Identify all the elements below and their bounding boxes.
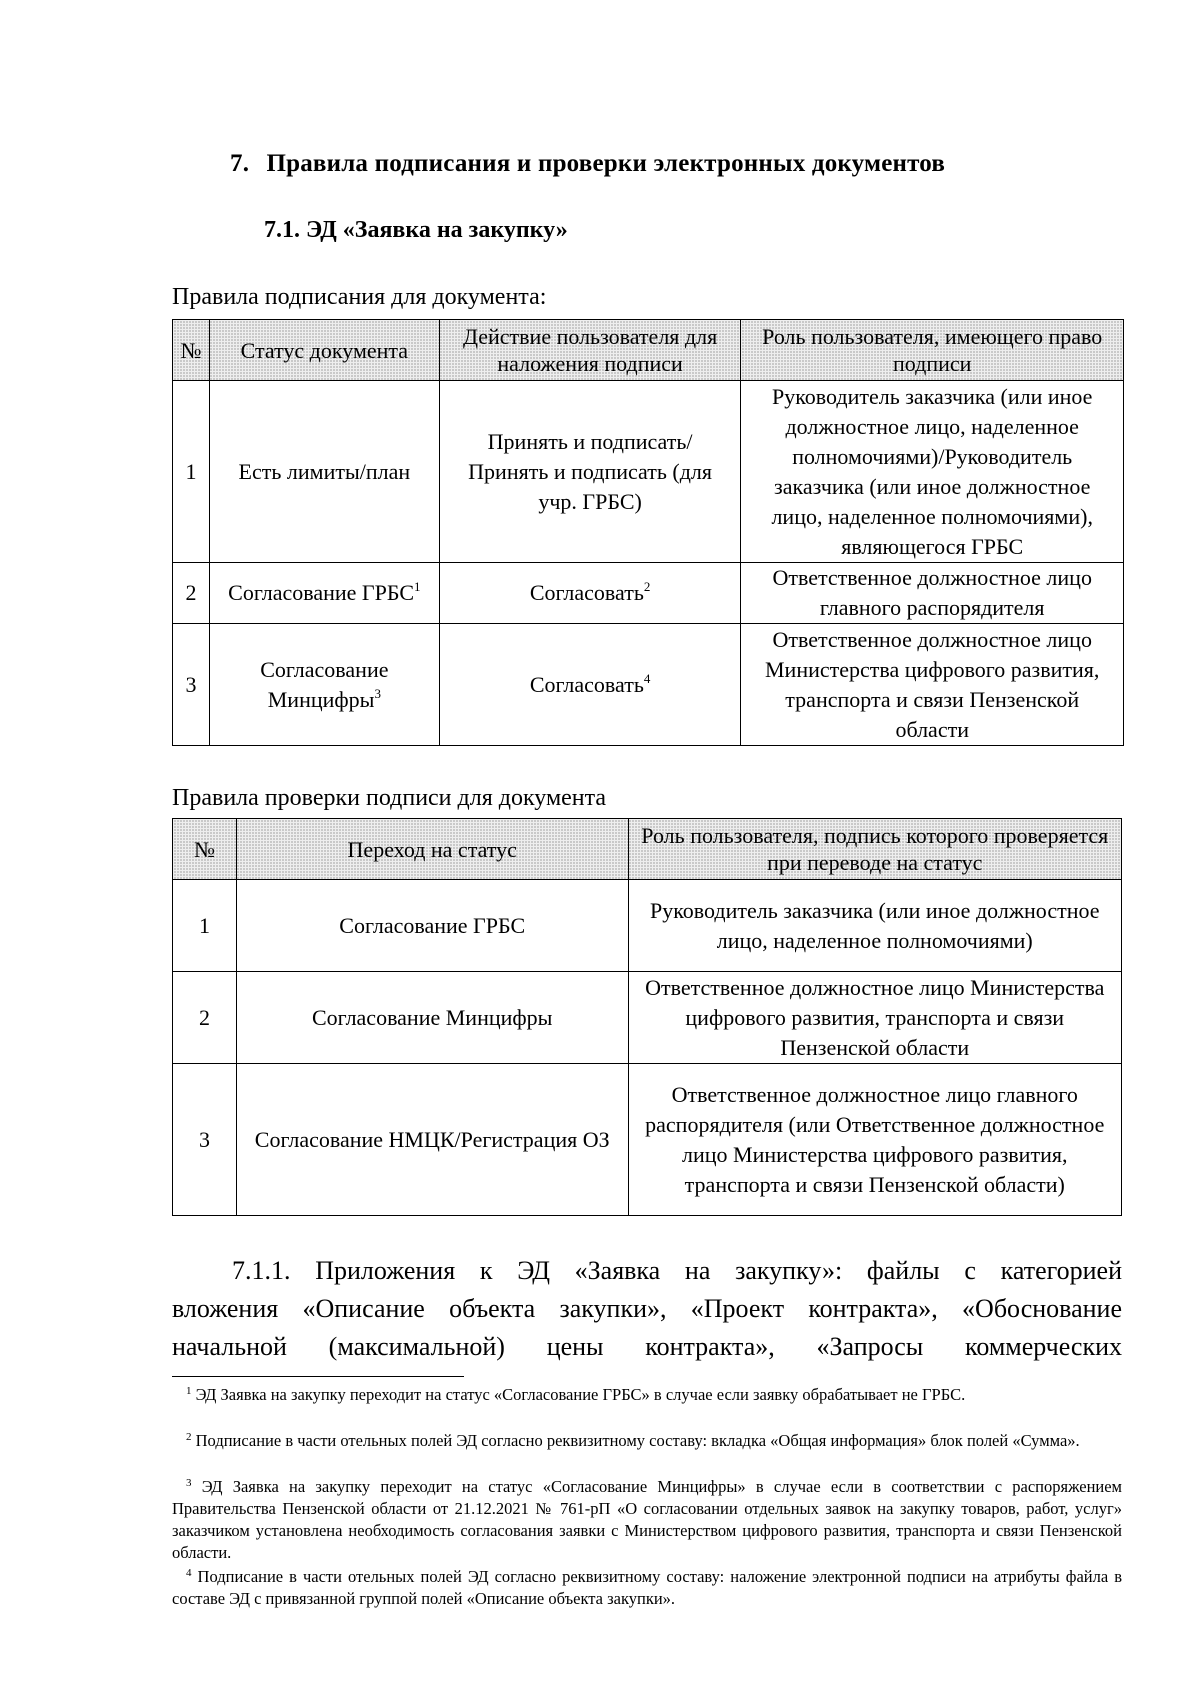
footnote-ref: 3 — [374, 685, 381, 701]
row-number: 2 — [173, 972, 237, 1064]
row-action: Принять и подписать/Принять и подписать (для учр. ГРБС) — [439, 381, 741, 563]
paragraph-line: начальной (максимальной) цены контракта», «Запросы коммерческих — [172, 1332, 1122, 1361]
section-heading — [230, 150, 945, 178]
footnote-separator — [172, 1376, 464, 1377]
footnote-ref: 2 — [643, 579, 651, 594]
footnote-1 — [172, 1384, 1122, 1406]
footnote-text: Подписание в части отельных полей ЭД согласно реквизитному составу: вкладка «Общая информация» блок полей «Сумма». — [195, 1431, 1080, 1450]
row-number: 3 — [173, 624, 210, 746]
row-role: Руководитель заказчика (или иное должностное лицо, наделенное полномочиями) — [628, 880, 1121, 972]
footnote-text: ЭД Заявка на закупку переходит на статус «Согласование Минцифры» в случае если в соответствии с распоряжением Правительства Пензенской области от 21.12.2021 № 761-рП «О согласовании отдельных заявок на закупку товаров, работ, услуг» заказчиком установлена необходимость согласования заявки с Министерством цифрового развития, транспорта и связи Пензенской области. — [172, 1477, 1122, 1562]
row-status: Согласование ГРБС — [236, 880, 628, 972]
subsection-heading: 7.1. ЭД «Заявка на закупку» — [264, 217, 568, 243]
attachments-paragraph — [172, 1252, 1122, 1366]
table-row — [173, 624, 1124, 746]
signature-check-table — [172, 818, 1122, 1216]
footnote-text: ЭД Заявка на закупку переходит на статус «Согласование ГРБС» в случае если заявку обрабатывает не ГРБС. — [195, 1385, 966, 1404]
footnote-text: Подписание в части отельных полей ЭД согласно реквизитному составу: наложение электронной подписи на атрибуты файла в составе ЭД с привязанной группой полей «Описание объекта закупки». — [172, 1567, 1123, 1608]
row-action: Согласовать$^2$ — [439, 563, 741, 624]
table-row — [173, 1064, 1122, 1216]
paragraph-line: вложения «Описание объекта закупки», «Проект контракта», «Обоснование — [172, 1294, 1122, 1323]
row-number: 3 — [173, 1064, 237, 1216]
column-header-role: Роль пользователя, имеющего право подписи — [741, 320, 1124, 381]
footnote-mark: 2 — [186, 1431, 192, 1443]
signing-rules-caption: Правила подписания для документа: — [172, 284, 547, 310]
footnote-mark: 3 — [186, 1477, 192, 1489]
column-header-status: Статус документа — [209, 320, 439, 381]
footnote-3 — [172, 1476, 1122, 1564]
table-row — [173, 563, 1124, 624]
column-header-number: № — [173, 819, 237, 880]
row-action: Согласовать$^4$ — [439, 624, 741, 746]
column-header-action: Действие пользователя для наложения подписи — [439, 320, 741, 381]
paragraph-line: 7.1.1. Приложения к ЭД «Заявка на закупку»: файлы с категорией — [232, 1256, 1122, 1285]
row-role: Руководитель заказчика (или иное должностное лицо, наделенное полномочиями)/Руководитель заказчика (или иное должностное лицо, наделенное полномочиями), являющегося ГРБС — [741, 381, 1124, 563]
row-number: 2 — [173, 563, 210, 624]
row-role: Ответственное должностное лицо главного распорядителя — [741, 563, 1124, 624]
column-header-role: Роль пользователя, подпись которого проверяется при переводе на статус — [628, 819, 1121, 880]
table-header-row — [173, 320, 1124, 381]
row-role: Ответственное должностное лицо Министерства цифрового развития, транспорта и связи Пензенской области — [628, 972, 1121, 1064]
row-number: 1 — [173, 381, 210, 563]
row-role: Ответственное должностное лицо Министерства цифрового развития, транспорта и связи Пензенской области — [741, 624, 1124, 746]
column-header-status-transition: Переход на статус — [236, 819, 628, 880]
row-status: Есть лимиты/план — [209, 381, 439, 563]
footnote-mark: 1 — [186, 1385, 192, 1397]
check-rules-caption: Правила проверки подписи для документа — [172, 785, 607, 811]
footnote-4 — [172, 1566, 1122, 1610]
row-status: Согласование ГРБС$^1$ — [209, 563, 439, 624]
row-status: Согласование НМЦК/Регистрация ОЗ — [236, 1064, 628, 1216]
footnote-ref: 1 — [414, 579, 421, 594]
table-header-row — [173, 819, 1122, 880]
table-row — [173, 880, 1122, 972]
column-header-number: № — [173, 320, 210, 381]
footnote-2 — [172, 1430, 1122, 1452]
section-title: Правила подписания и проверки электронных документов — [266, 150, 946, 177]
footnote-mark: 4 — [186, 1567, 192, 1579]
row-status: Согласование Минцифры$^3$ — [209, 624, 439, 746]
row-number: 1 — [173, 880, 237, 972]
signing-rules-table — [172, 319, 1124, 746]
row-status: Согласование Минцифры — [236, 972, 628, 1064]
table-row — [173, 972, 1122, 1064]
footnote-ref: 4 — [643, 670, 651, 686]
section-number: 7. — [230, 150, 250, 177]
table-row — [173, 381, 1124, 563]
row-role: Ответственное должностное лицо главного распорядителя (или Ответственное должностное лицо Министерства цифрового развития, транспорта и связи Пензенской области) — [628, 1064, 1121, 1216]
